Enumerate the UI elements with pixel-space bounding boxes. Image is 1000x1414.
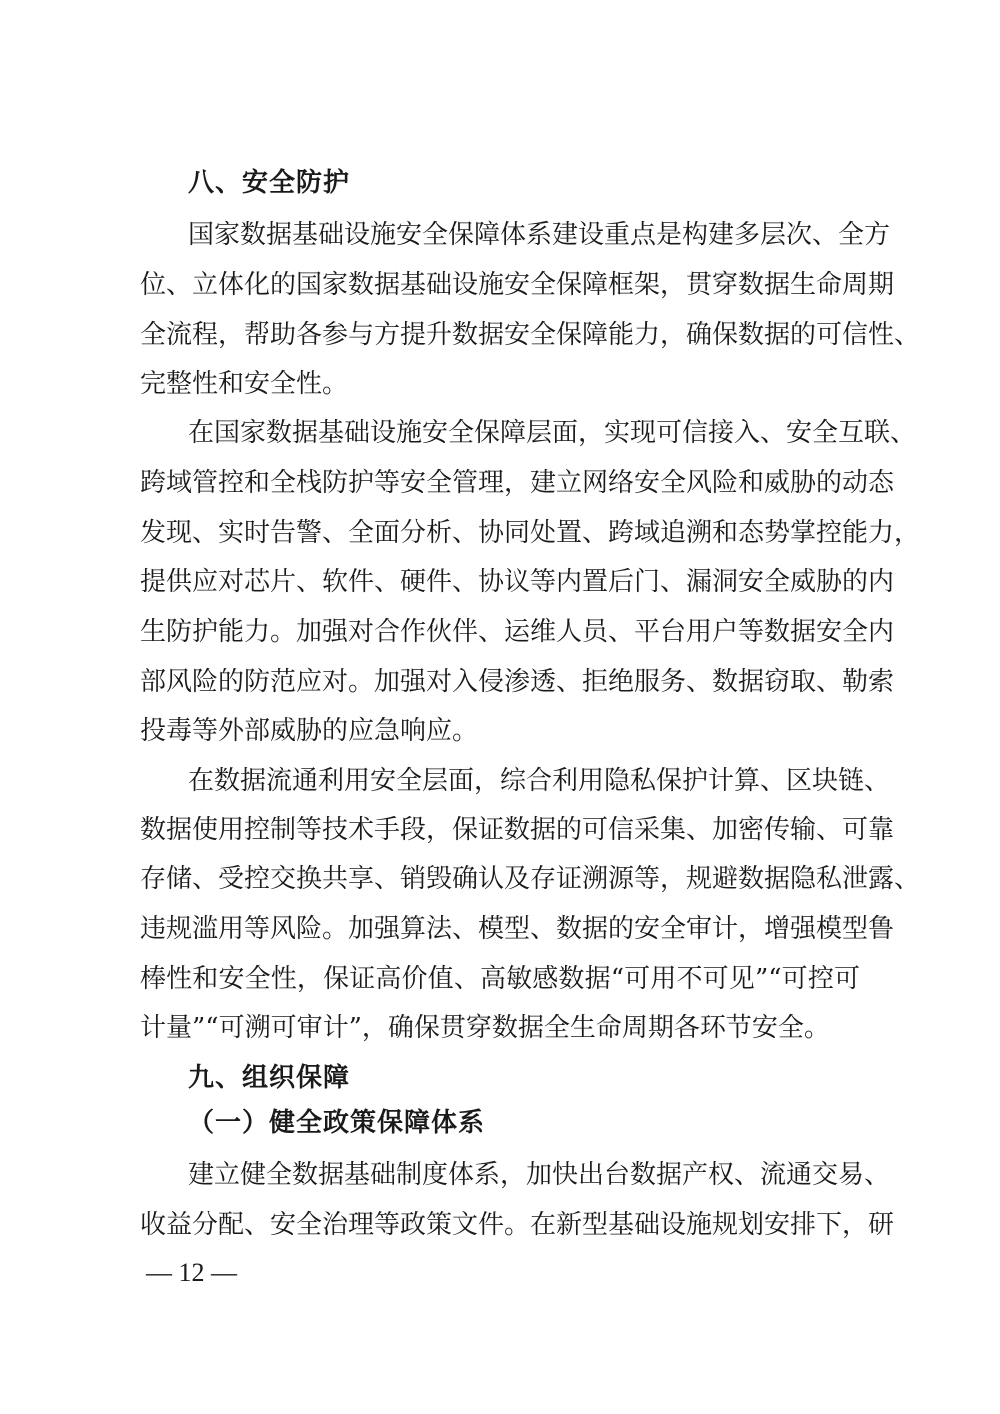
text-line: 建立健全数据基础制度体系，加快出台数据产权、流通交易、 bbox=[188, 1160, 891, 1190]
section-heading-security: 八、安全防护 bbox=[188, 168, 351, 198]
text-line: 发现、实时告警、全面分析、协同处置、跨域追溯和态势掌控能力， bbox=[140, 518, 921, 548]
text-line: 提供应对芯片、软件、硬件、协议等内置后门、漏洞安全威胁的内 bbox=[140, 567, 895, 597]
text-line: 棒性和安全性，保证高价值、高敏感数据“可用不可见”“可控可 bbox=[140, 964, 860, 994]
text-line: 数据使用控制等技术手段，保证数据的可信采集、加密传输、可靠 bbox=[140, 815, 895, 845]
text-line: 完整性和安全性。 bbox=[140, 369, 349, 399]
text-line: 位、立体化的国家数据基础设施安全保障框架，贯穿数据生命周期 bbox=[140, 270, 895, 300]
text-line: 在国家数据基础设施安全保障层面，实现可信接入、安全互联、 bbox=[188, 418, 917, 448]
text-line: 跨域管控和全栈防护等安全管理，建立网络安全风险和威胁的动态 bbox=[140, 468, 895, 498]
text-line: 生防护能力。加强对合作伙伴、运维人员、平台用户等数据安全内 bbox=[140, 617, 895, 647]
text-line: 国家数据基础设施安全保障体系建设重点是构建多层次、全方 bbox=[188, 220, 891, 250]
text-line: 在数据流通利用安全层面，综合利用隐私保护计算、区块链、 bbox=[188, 766, 891, 796]
text-line: 全流程，帮助各参与方提升数据安全保障能力，确保数据的可信性、 bbox=[140, 320, 921, 350]
text-line: 收益分配、安全治理等政策文件。在新型基础设施规划安排下，研 bbox=[140, 1210, 895, 1240]
page-number: — 12 — bbox=[146, 1258, 237, 1287]
text-line: 计量”“可溯可审计”，确保贯穿数据全生命周期各环节安全。 bbox=[140, 1013, 830, 1043]
section-heading-organization: 九、组织保障 bbox=[188, 1063, 351, 1093]
text-line: 部风险的防范应对。加强对入侵渗透、拒绝服务、数据窃取、勒索 bbox=[140, 667, 895, 697]
text-line: 投毒等外部威胁的应急响应。 bbox=[140, 716, 479, 746]
subsection-heading-policy: （一）健全政策保障体系 bbox=[188, 1108, 486, 1138]
text-line: 违规滥用等风险。加强算法、模型、数据的安全审计，增强模型鲁 bbox=[140, 914, 895, 944]
text-line: 存储、受控交换共享、销毁确认及存证溯源等，规避数据隐私泄露、 bbox=[140, 864, 921, 894]
